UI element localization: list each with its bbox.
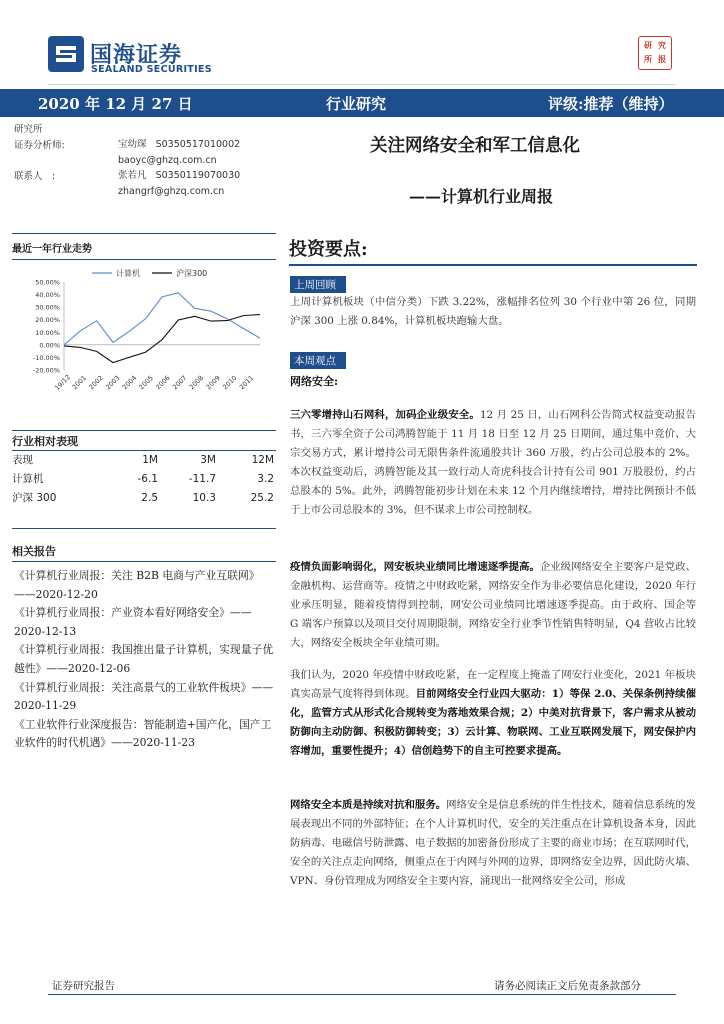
table-cell: 2.5 — [141, 491, 158, 504]
legend-label: 沪深300 — [176, 269, 208, 278]
footer-right: 请务必阅读正文后免责条款部分 — [494, 980, 641, 992]
header-banner — [0, 89, 724, 117]
paragraph-lead: 三六零增持山石网科，加码企业级安全。 — [290, 409, 480, 421]
list-item[interactable]: 《计算机行业周报：关注高景气的工业软件板块》——2020-11-29 — [14, 680, 274, 713]
review-paragraph: 上周计算机板块（中信分类）下跌 3.22%，涨幅排名位列 30 个行业中第 26 位，同期沪深 300 上涨 0.84%，计算机板块跑输大盘。 — [290, 296, 696, 328]
x-tick-label: 2001 — [70, 373, 88, 392]
table-cell: 3.2 — [257, 472, 274, 485]
tag-this-week: 本周观点 — [290, 352, 346, 369]
y-tick-label: 30.00% — [35, 303, 60, 312]
contact-cert: S0350119070030 — [155, 170, 241, 181]
x-tick-label: 2006 — [154, 373, 172, 392]
table-header-cell: 1M — [142, 453, 158, 466]
stamp-char: 研 — [644, 41, 652, 50]
list-item[interactable]: 《工业软件行业深度报告：智能制造+国产化，国产工业软件的时代机遇》——2020-11-23 — [14, 717, 272, 750]
paragraph — [290, 406, 696, 521]
x-tick-label: 2010 — [221, 373, 239, 392]
divider — [12, 259, 276, 260]
logo-text-cn: 国海证券 — [90, 43, 183, 68]
divider — [289, 264, 697, 266]
header-divider — [48, 84, 676, 85]
table-row — [12, 469, 276, 488]
table-header-cell: 表现 — [12, 454, 33, 466]
y-tick-label: -10.00% — [32, 353, 60, 362]
stamp-char: 究 — [658, 41, 666, 50]
x-tick-label: 2009 — [204, 373, 222, 392]
paragraph-text: 网络安全是信息系统的伴生性技术，随着信息系统的发展表现出不同的外部特征；在个人计算机时代，安全的关注重点在计算机设备本身，因此防病毒、电磁信号防泄露、电子数据的加密备份形成了主要的商业市场；在互联网时代，安全的关注点走向网络，侧重点在于内网与外网的边界，即网络安全边界，因此防火墙、VPN、身份管理成为网络安全主要内容，涌现出一批网络安全公司，形成 — [290, 799, 697, 888]
related-reports-list — [14, 567, 276, 753]
paragraph — [290, 796, 696, 891]
x-tick-label: 19/12 — [53, 373, 73, 393]
research-stamp — [638, 36, 672, 70]
divider — [12, 430, 276, 431]
report-rating: 评级:推荐（维持） — [548, 95, 674, 113]
analyst-labels — [14, 122, 65, 184]
y-tick-label: 0.00% — [39, 341, 60, 350]
table-cell: 沪深 300 — [12, 492, 57, 504]
divider — [12, 233, 276, 234]
paragraph — [290, 666, 696, 761]
contact-email: zhangrf@ghzq.com.cn — [118, 185, 225, 197]
x-tick-label: 2002 — [87, 373, 105, 392]
stamp-char: 所 — [644, 55, 652, 64]
legend-label: 计算机 — [116, 269, 140, 278]
list-item[interactable]: 《计算机行业周报：产业资本看好网络安全》——2020-12-13 — [14, 606, 252, 638]
subhead-network-security: 网络安全: — [290, 375, 339, 388]
analyst-cert: S0350517010002 — [155, 139, 241, 150]
footer-divider — [48, 994, 676, 995]
logo-text-en: SEALAND SECURITIES — [91, 64, 212, 75]
report-subtitle: ——计算机行业周报 — [409, 187, 554, 206]
analyst-email: baoyc@ghzq.com.cn — [118, 154, 217, 166]
sealand-logo-icon — [48, 36, 84, 72]
paragraph-text: 12 月 25 日，山石网科公告简式权益变动报告书，三六零全资子公司鸿腾智能于 11 月 18 日至 12 月 25 日期间，通过集中竞价、大宗交易方式，累计增持公司无限售条件流通股共计 360 万股，约占公司总股本的 2%。本次权益变动后，鸿腾智能及其一致行动人奇虎科技合计持有公司 901 万股股份，约占总股本的 5%。此外，鸿腾智能初步计划在未来 12 个月内继续增持，增持比例预计不低于上市公司总股本的 3%，但不谋求上市公司控制权。 — [290, 409, 696, 517]
performance-heading: 行业相对表现 — [12, 435, 78, 448]
stamp-char: 报 — [658, 55, 666, 64]
industry-trend-chart — [12, 262, 276, 402]
table-cell: 计算机 — [12, 473, 44, 485]
table-cell: 25.2 — [250, 491, 274, 504]
table-row — [12, 488, 276, 507]
y-tick-label: 50.00% — [35, 278, 60, 287]
trend-heading: 最近一年行业走势 — [12, 244, 92, 255]
dept-label: 研究所 — [14, 124, 43, 135]
analyst-name: 宝幼琛 — [118, 139, 147, 150]
section-heading: 投资要点: — [289, 239, 368, 260]
y-tick-label: -20.00% — [32, 366, 60, 375]
footer-left: 证券研究报告 — [52, 980, 115, 992]
table-cell: -11.7 — [188, 472, 216, 485]
paragraph-lead: 网络安全本质是持续对抗和服务。 — [290, 799, 447, 811]
paragraph-text: 企业级网络安全主要客户是党政、金融机构、运营商等。疫情之中财政吃紧，网络安全作为非必要信息化建设，2020 年行业承压明显，随着疫情得到控制，网安公司业绩同比增速逐季提高。由于政府、国企等 G 端客户预算以及项目交付周期限制，网络安全行业季节性销售特明显，Q4 营收占比较大，网络安全板块全年业绩可期。 — [290, 561, 696, 650]
report-title: 关注网络安全和军工信息化 — [370, 136, 580, 156]
tag-last-week: 上周回顾 — [290, 276, 346, 293]
report-date: 2020 年 12 月 27 日 — [38, 95, 193, 113]
paragraph — [290, 558, 696, 653]
table-header-row — [12, 450, 276, 469]
y-tick-label: 20.00% — [35, 316, 60, 325]
table-header-cell: 3M — [200, 453, 216, 466]
x-tick-label: 2008 — [187, 373, 206, 392]
list-item[interactable]: 《计算机行业周报：关注 B2B 电商与产业互联网》——2020-12-20 — [14, 569, 260, 601]
x-tick-label: 2007 — [170, 373, 189, 392]
report-category: 行业研究 — [326, 95, 387, 113]
table-cell: -6.1 — [137, 472, 158, 485]
performance-table — [12, 450, 276, 507]
table-header-cell: 12M — [251, 453, 274, 466]
paragraph-lead: 疫情负面影响弱化，网安板块业绩同比增速逐季提高。 — [290, 561, 540, 573]
x-tick-label: 2003 — [104, 373, 122, 392]
paragraph-bold-text: 目前网络安全行业四大驱动：1）等保 2.0、关保条例持续催化，监管方式从形式化合规转变为落地效果合规；2）中美对抗背景下，客户需求从被动防御向主动防御、积极防御转变；3）云计算、物联网、工业互联网发展下，网安保护内容增加，重要性提升；4）信创趋势下的自主可控要求提高。 — [290, 688, 697, 758]
series-line-computer — [64, 293, 260, 345]
x-tick-label: 2011 — [237, 373, 256, 392]
paragraph-text: 我们认为，2020 年疫情中财政吃紧，在一定程度上掩盖了网安行业变化，2021 年板块真实高景气度将得到体现。 — [290, 669, 696, 701]
x-tick-label: 2004 — [120, 373, 139, 392]
y-tick-label: 10.00% — [35, 328, 60, 337]
divider — [12, 561, 276, 562]
table-cell: 10.3 — [192, 491, 216, 504]
y-tick-label: 40.00% — [35, 291, 60, 300]
series-line-hs300 — [64, 315, 260, 363]
x-tick-label: 2005 — [137, 373, 155, 392]
related-reports-heading: 相关报告 — [12, 545, 56, 558]
contact-label: 联系人 : — [14, 170, 56, 182]
analyst-details — [118, 137, 240, 199]
analyst-label: 证券分析师: — [14, 139, 65, 151]
divider — [12, 528, 276, 529]
contact-name: 张若凡 — [118, 170, 147, 181]
list-item[interactable]: 《计算机行业周报：我国推出量子计算机，实现量子优越性》——2020-12-06 — [14, 643, 274, 675]
